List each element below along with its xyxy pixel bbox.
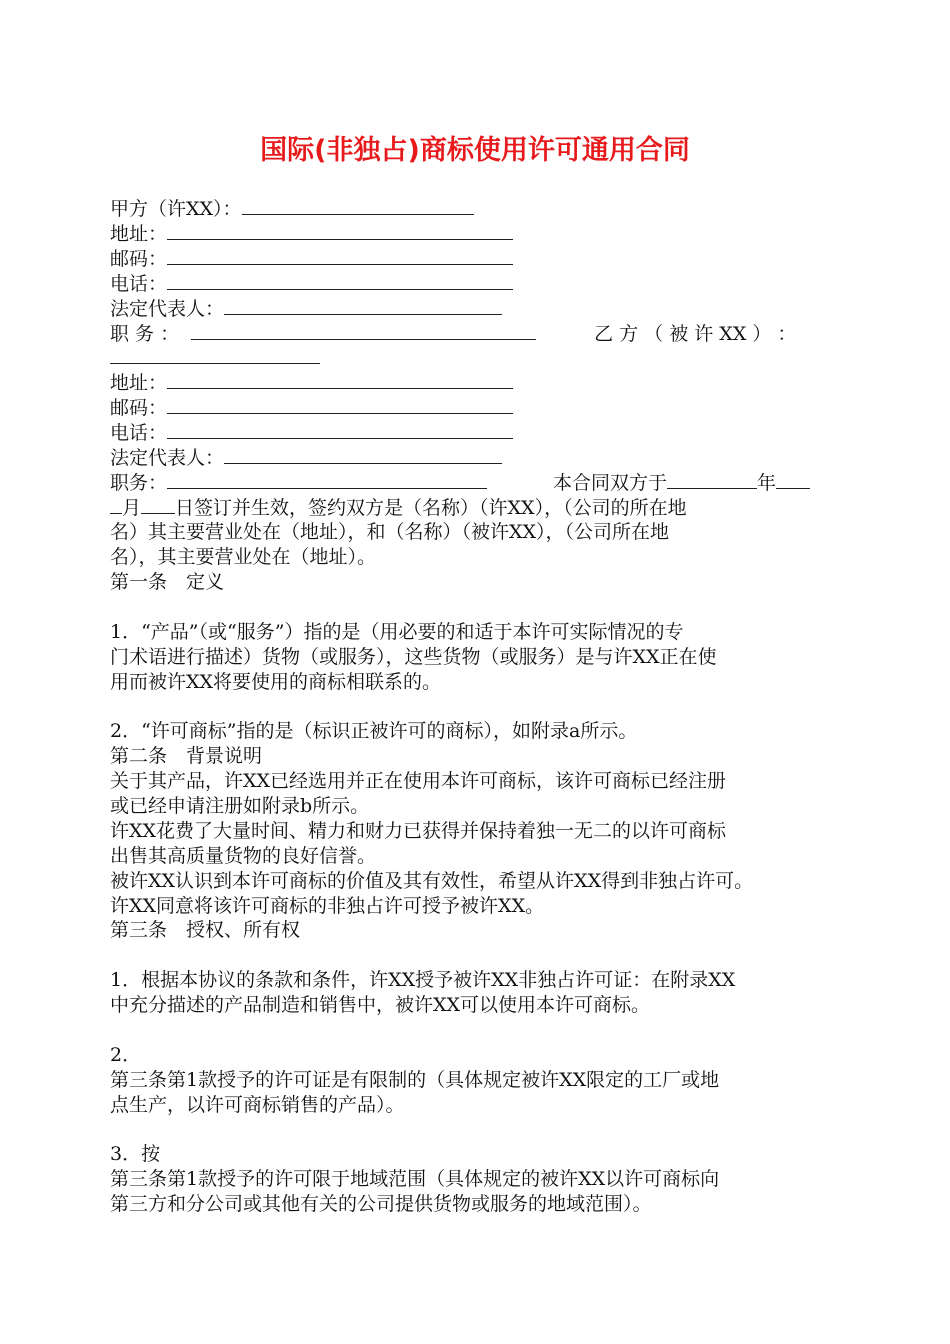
preamble-year: 年 (757, 472, 777, 494)
article-2-line-4: 出售其高质量货物的良好信誉。 (110, 845, 377, 867)
party-a-legal-rep-blank (224, 296, 502, 315)
party-b-phone-line (110, 420, 513, 444)
party-b-postcode-blank (167, 395, 513, 414)
party-b-blank (110, 345, 320, 364)
party-a-position-label: 职 务 ： (110, 323, 180, 345)
party-a-position-line (110, 321, 796, 345)
article-3-para-2-line-2: 点生产，以许可商标销售的产品）。 (110, 1094, 405, 1116)
party-a-position-blank (191, 321, 536, 340)
article-1-heading: 第一条 定义 (110, 571, 225, 593)
party-a-address-label: 地址： (110, 223, 168, 245)
article-1-para-1-line-2: 门术语进行描述）货物（或服务），这些货物（或服务）是与许XX正在使 (110, 646, 717, 668)
party-b-legal-rep-label: 法定代表人： (110, 447, 225, 469)
party-a-postcode-label: 邮码： (110, 248, 168, 270)
page-title: 国际(非独占)商标使用许可通用合同 (260, 135, 690, 166)
party-a-line (110, 196, 474, 220)
party-a-phone-label: 电话： (110, 273, 168, 295)
article-1-para-1-line-1: 1．“产品”（或“服务”）指的是（用必要的和适于本许可实际情况的专 (110, 621, 684, 643)
article-3-para-3-line-1: 第三条第1款授予的许可限于地域范围（具体规定的被许XX以许可商标向 (110, 1168, 720, 1190)
party-a-phone-line (110, 271, 513, 295)
party-b-position-blank (167, 470, 487, 489)
party-b-label: 乙 方 （ 被 许 XX ） ： (594, 323, 797, 345)
party-b-address-label: 地址： (110, 372, 168, 394)
preamble-line-4: 名），其主要营业处在（地址）。 (110, 546, 377, 568)
preamble-line-2 (110, 495, 687, 519)
party-b-phone-blank (167, 420, 513, 439)
article-3-para-2-line-1: 第三条第1款授予的许可证是有限制的（具体规定被许XX限定的工厂或地 (110, 1069, 720, 1091)
party-b-address-line (110, 370, 513, 394)
party-b-postcode-label: 邮码： (110, 397, 168, 419)
party-a-postcode-line (110, 246, 513, 270)
article-1-para-2: 2．“许可商标”指的是（标识正被许可的商标），如附录a所示。 (110, 720, 638, 742)
article-2-line-2: 或已经申请注册如附录b所示。 (110, 795, 370, 817)
article-3-para-1-line-1: 1．根据本协议的条款和条件，许XX授予被许XX非独占许可证：在附录XX (110, 969, 736, 991)
party-a-legal-rep-label: 法定代表人： (110, 298, 225, 320)
article-3-para-1-line-2: 中充分描述的产品制造和销售中，被许XX可以使用本许可商标。 (110, 994, 651, 1016)
article-1-para-1-line-3: 用而被许XX将要使用的商标相联系的。 (110, 671, 442, 693)
month-blank-b (110, 495, 122, 514)
party-b-legal-rep-line (110, 445, 502, 469)
party-a-legal-rep-line (110, 296, 502, 320)
day-blank (141, 495, 175, 514)
article-2-line-1: 关于其产品，许XX已经选用并正在使用本许可商标，该许可商标已经注册 (110, 770, 727, 792)
party-b-postcode-line (110, 395, 513, 419)
party-a-blank (242, 196, 474, 215)
article-3-para-3-number: 3．按 (110, 1143, 161, 1165)
article-3-para-3-line-2: 第三方和分公司或其他有关的公司提供货物或服务的地域范围）。 (110, 1193, 652, 1215)
article-2-heading: 第二条 背景说明 (110, 745, 263, 767)
party-a-label: 甲方（许XX）： (110, 198, 242, 220)
party-a-address-blank (167, 221, 513, 240)
party-b-address-blank (167, 370, 513, 389)
preamble-line-2-text: 日签订并生效，签约双方是（名称）（许XX），（公司的所在地 (175, 497, 687, 519)
preamble-month: 月 (122, 497, 142, 519)
party-a-phone-blank (167, 271, 513, 290)
article-2-line-5: 被许XX认识到本许可商标的价值及其有效性，希望从许XX得到非独占许可。 (110, 870, 754, 892)
preamble-part-1: 本合同双方于 (553, 472, 668, 494)
party-a-postcode-blank (167, 246, 513, 265)
party-b-legal-rep-blank (224, 445, 502, 464)
year-blank (667, 470, 757, 489)
article-2-line-3: 许XX花费了大量时间、精力和财力已获得并保持着独一无二的以许可商标 (110, 820, 727, 842)
article-3-heading: 第三条 授权、所有权 (110, 919, 301, 941)
article-3-para-2-number: 2． (110, 1044, 142, 1066)
party-a-address-line (110, 221, 513, 245)
party-b-position-label: 职务： (110, 472, 168, 494)
preamble-line-3: 名）其主要营业处在（地址），和（名称）（被许XX），（公司所在地 (110, 521, 670, 543)
party-b-blank-line (110, 345, 320, 369)
party-b-phone-label: 电话： (110, 422, 168, 444)
article-2-line-6: 许XX同意将该许可商标的非独占许可授予被许XX。 (110, 895, 545, 917)
preamble-line-1 (110, 470, 810, 494)
month-blank-a (776, 470, 810, 489)
